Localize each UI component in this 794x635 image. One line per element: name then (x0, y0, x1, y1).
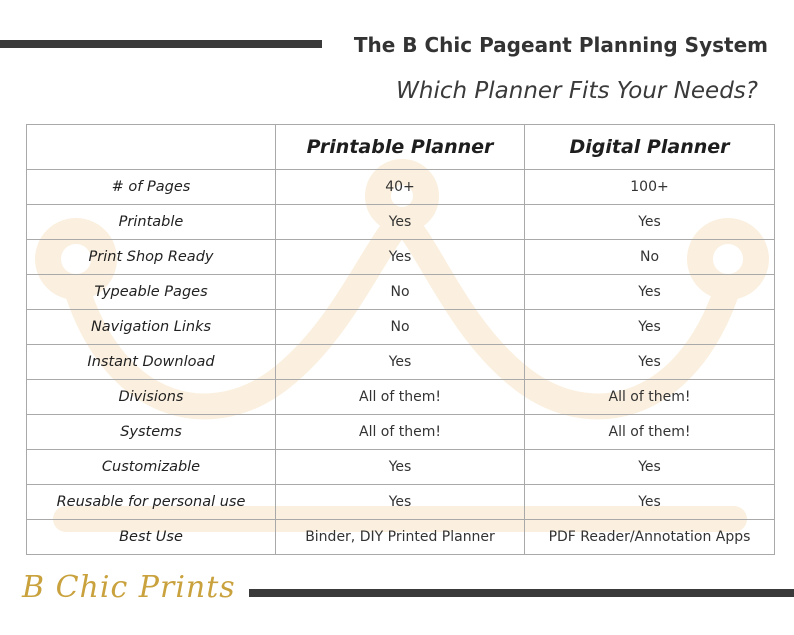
digital-value-cell: 100+ (525, 170, 775, 205)
page-subtitle: Which Planner Fits Your Needs? (396, 78, 758, 104)
digital-value-cell: All of them! (525, 380, 775, 415)
bottom-divider-bar (249, 589, 794, 597)
row-label-cell: Instant Download (27, 345, 276, 380)
row-label-cell: Print Shop Ready (27, 240, 276, 275)
printable-value-cell: Yes (276, 240, 525, 275)
row-label-cell: Divisions (27, 380, 276, 415)
row-label-cell: Navigation Links (27, 310, 276, 345)
digital-value-cell: Yes (525, 275, 775, 310)
table-row (27, 170, 775, 205)
digital-value-cell: All of them! (525, 415, 775, 450)
printable-value-cell: No (276, 275, 525, 310)
table-row (27, 415, 775, 450)
table-row (27, 275, 775, 310)
digital-value-cell: Yes (525, 205, 775, 240)
row-label-cell: Typeable Pages (27, 275, 276, 310)
table-row (27, 205, 775, 240)
printable-value-cell: All of them! (276, 415, 525, 450)
printable-value-cell: No (276, 310, 525, 345)
top-divider-bar (0, 40, 322, 48)
digital-value-cell: Yes (525, 310, 775, 345)
digital-value-cell: PDF Reader/Annotation Apps (525, 520, 775, 555)
row-label-cell: Printable (27, 205, 276, 240)
row-label-cell: Best Use (27, 520, 276, 555)
table-row (27, 520, 775, 555)
digital-value-cell: No (525, 240, 775, 275)
table-row (27, 380, 775, 415)
page-title: The B Chic Pageant Planning System (353, 33, 768, 57)
printable-value-cell: Yes (276, 450, 525, 485)
printable-value-cell: 40+ (276, 170, 525, 205)
printable-value-cell: Yes (276, 345, 525, 380)
printable-value-cell: Yes (276, 485, 525, 520)
table-row (27, 345, 775, 380)
printable-value-cell: Yes (276, 205, 525, 240)
table-row (27, 310, 775, 345)
table-body (27, 170, 775, 555)
row-label-cell: # of Pages (27, 170, 276, 205)
table-row (27, 485, 775, 520)
header-cell-printable-planner: Printable Planner (276, 125, 525, 170)
digital-value-cell: Yes (525, 450, 775, 485)
row-label-cell: Customizable (27, 450, 276, 485)
table-header-row (27, 125, 775, 170)
digital-value-cell: Yes (525, 345, 775, 380)
row-label-cell: Reusable for personal use (27, 485, 276, 520)
row-label-cell: Systems (27, 415, 276, 450)
brand-logo: B Chic Prints (22, 570, 236, 605)
header-cell-digital-planner: Digital Planner (525, 125, 775, 170)
printable-value-cell: Binder, DIY Printed Planner (276, 520, 525, 555)
header-cell-feature (27, 125, 276, 170)
printable-value-cell: All of them! (276, 380, 525, 415)
digital-value-cell: Yes (525, 485, 775, 520)
table-row (27, 450, 775, 485)
comparison-table (26, 124, 775, 555)
table-row (27, 240, 775, 275)
